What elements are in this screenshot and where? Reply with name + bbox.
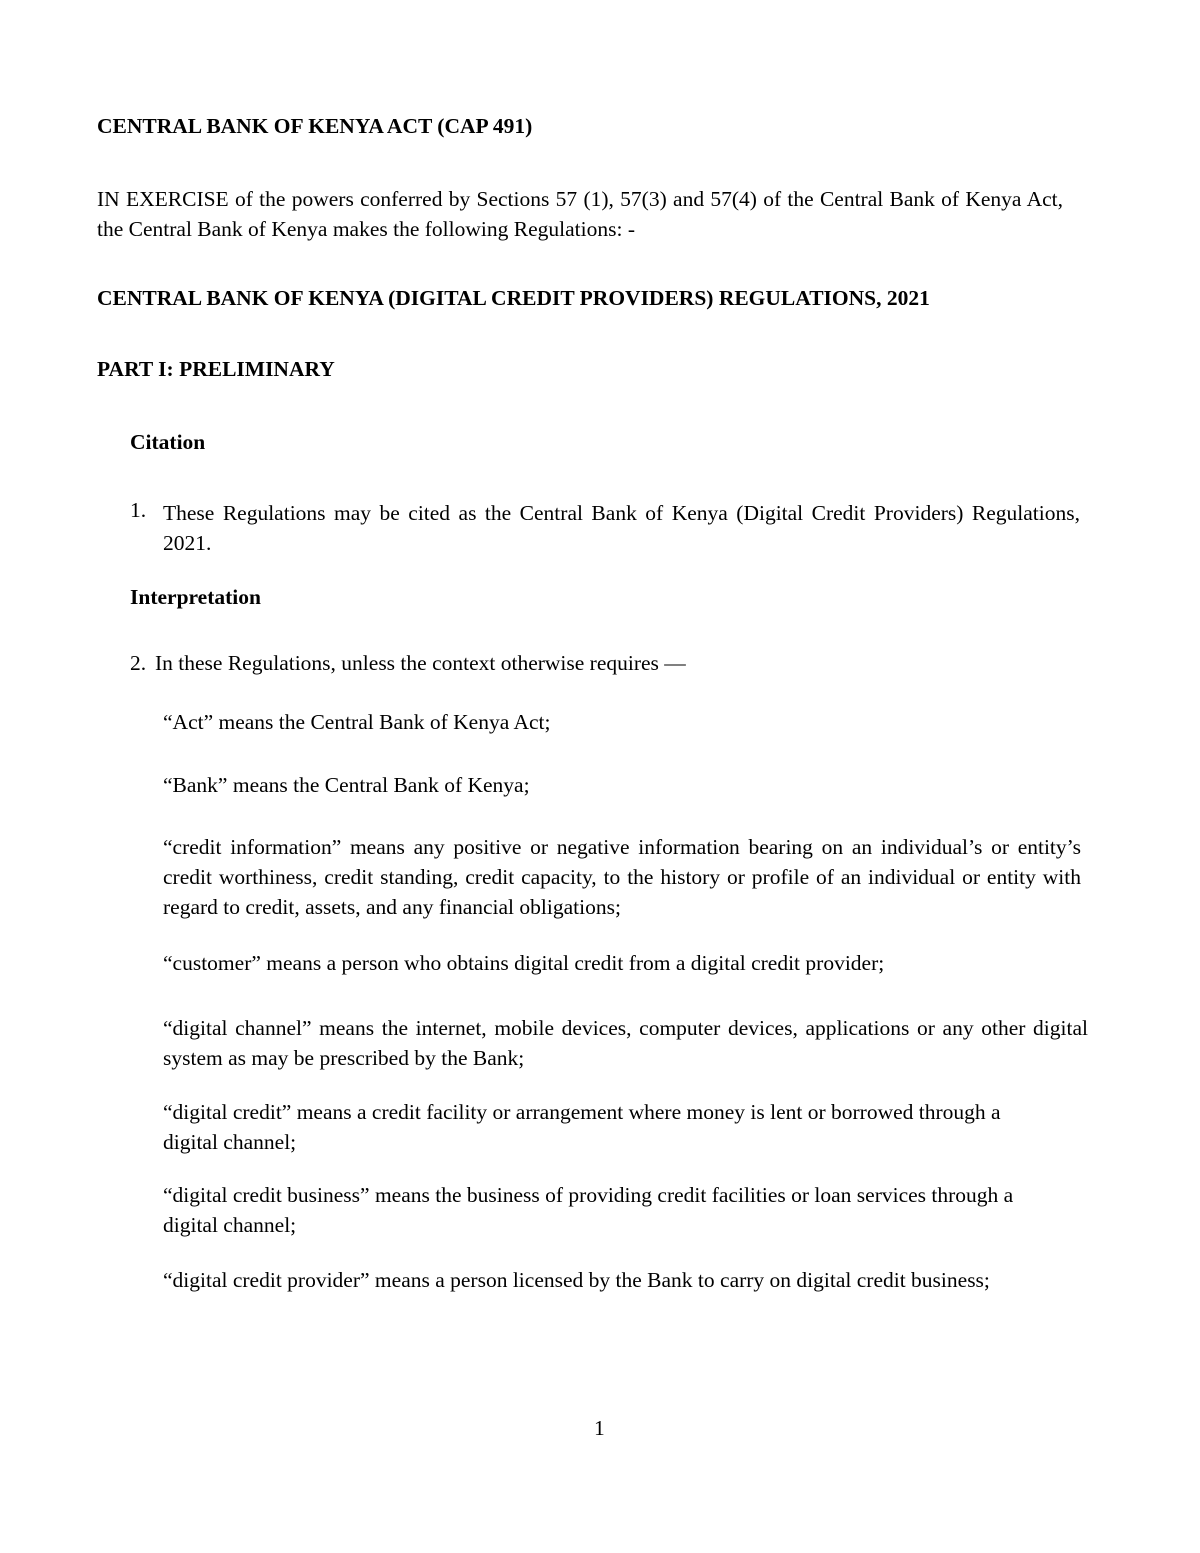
definition-credit-information: “credit information” means any positive or negative information bearing on an individual’s or entity’s credit worthiness, credit standing, credit capacity, to the history or profile of an individual or entity with regard to credit, assets, and any financial obligations; bbox=[163, 835, 1081, 919]
preamble-paragraph: IN EXERCISE of the powers conferred by Sections 57 (1), 57(3) and 57(4) of the Central Bank of Kenya Act, the Central Bank of Kenya makes the following Regulations: - bbox=[97, 187, 1063, 241]
definition-digital-credit-business: “digital credit business” means the business of providing credit facilities or loan services through a digital channel; bbox=[163, 1183, 1014, 1237]
regulations-title: CENTRAL BANK OF KENYA (DIGITAL CREDIT PROVIDERS) REGULATIONS, 2021 bbox=[97, 286, 930, 310]
definition-bank: “Bank” means the Central Bank of Kenya; bbox=[163, 773, 530, 797]
definition-digital-credit: “digital credit” means a credit facility or arrangement where money is lent or borrowed through a digital channel; bbox=[163, 1100, 1001, 1154]
section-2-text: In these Regulations, unless the context otherwise requires — bbox=[155, 651, 686, 675]
definition-digital-credit-provider: “digital credit provider” means a person licensed by the Bank to carry on digital credit business; bbox=[163, 1268, 990, 1292]
section-1-number: 1. bbox=[130, 498, 147, 522]
citation-heading: Citation bbox=[130, 430, 206, 454]
interpretation-heading: Interpretation bbox=[130, 585, 261, 609]
page-number: 1 bbox=[594, 1416, 605, 1440]
section-1-text: These Regulations may be cited as the Central Bank of Kenya (Digital Credit Providers) Regulations, 2021. bbox=[163, 501, 1080, 555]
section-2-number: 2. bbox=[130, 651, 147, 675]
definition-digital-channel: “digital channel” means the internet, mobile devices, computer devices, applications or any other digital system as may be prescribed by the Bank; bbox=[163, 1016, 1088, 1070]
act-title: CENTRAL BANK OF KENYA ACT (CAP 491) bbox=[97, 114, 533, 138]
definition-act: “Act” means the Central Bank of Kenya Act; bbox=[163, 710, 551, 734]
definition-customer: “customer” means a person who obtains digital credit from a digital credit provider; bbox=[163, 951, 885, 975]
part-heading: PART I: PRELIMINARY bbox=[97, 357, 335, 381]
